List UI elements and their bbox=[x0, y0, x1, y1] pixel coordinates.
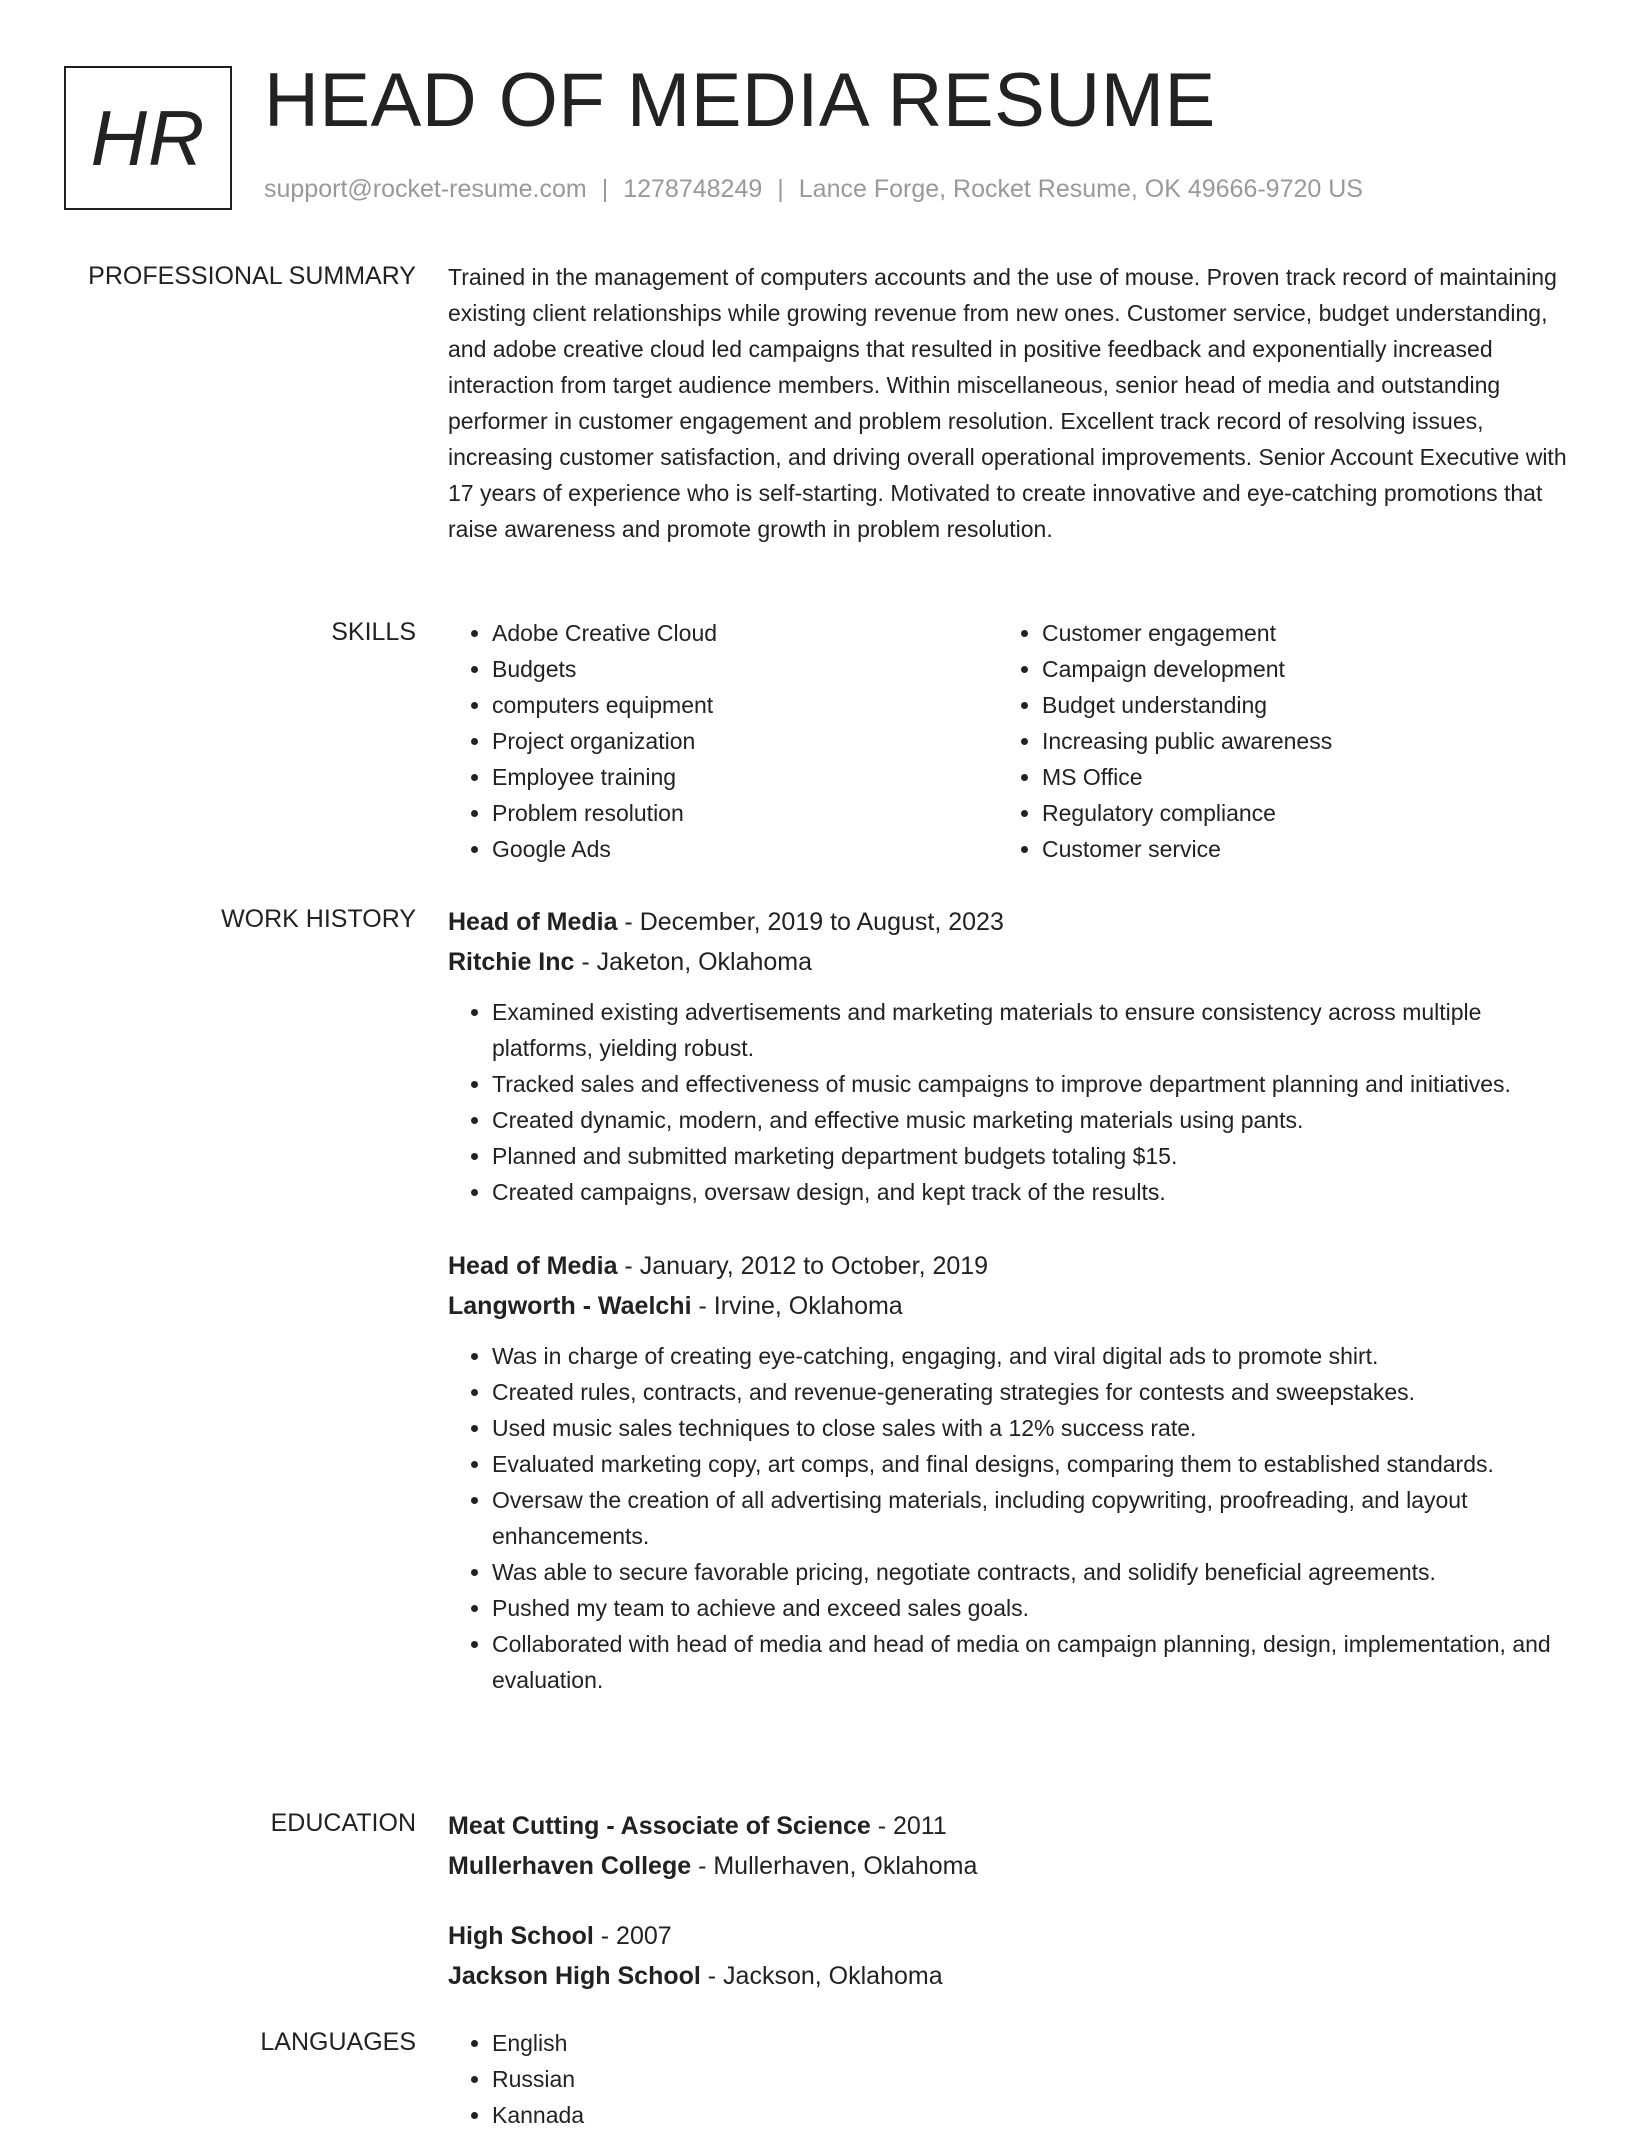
job-dates: - December, 2019 to August, 2023 bbox=[617, 908, 1004, 936]
skill-item: • Google Ads bbox=[492, 831, 998, 867]
skill-item: • Budget understanding bbox=[1042, 687, 1548, 723]
job-bullet: • Created rules, contracts, and revenue-generating strategies for contests and sweepstakes. bbox=[492, 1374, 1572, 1410]
skills-list-left bbox=[448, 615, 998, 867]
education-body bbox=[448, 1806, 1572, 1996]
job-company: Langworth - Waelchi bbox=[448, 1292, 692, 1320]
degree: High School bbox=[448, 1922, 594, 1950]
skill-item: • Customer engagement bbox=[1042, 615, 1548, 651]
job-bullet: • Planned and submitted marketing department budgets totaling $15. bbox=[492, 1138, 1572, 1174]
work-history-label: WORK HISTORY bbox=[221, 905, 416, 933]
job-bullet: • Created campaigns, oversaw design, and kept track of the results. bbox=[492, 1174, 1572, 1210]
languages-list bbox=[448, 2025, 1572, 2133]
skill-item: • Project organization bbox=[492, 723, 998, 759]
degree-year: - 2011 bbox=[870, 1812, 947, 1840]
job-bullet: • Tracked sales and effectiveness of music campaigns to improve department planning and initiatives. bbox=[492, 1066, 1572, 1102]
skill-item: • Increasing public awareness bbox=[1042, 723, 1548, 759]
job-company-line bbox=[448, 1286, 1572, 1326]
degree-year: - 2007 bbox=[593, 1922, 672, 1950]
contact-email: support@rocket-resume.com bbox=[264, 175, 587, 203]
job-title-line bbox=[448, 902, 1572, 942]
job-bullet: • Was in charge of creating eye-catching, engaging, and viral digital ads to promote shirt. bbox=[492, 1338, 1572, 1374]
job-bullet: • Used music sales techniques to close sales with a 12% success rate. bbox=[492, 1410, 1572, 1446]
education-label: EDUCATION bbox=[270, 1809, 416, 1837]
school-location: - Mullerhaven, Oklahoma bbox=[691, 1852, 978, 1880]
job-entry bbox=[448, 1246, 1572, 1698]
job-entry bbox=[448, 902, 1572, 1210]
skill-item: • Adobe Creative Cloud bbox=[492, 615, 998, 651]
job-bullet: • Pushed my team to achieve and exceed sales goals. bbox=[492, 1590, 1572, 1626]
language-item: • Russian bbox=[492, 2061, 1572, 2097]
job-title-line bbox=[448, 1246, 1572, 1286]
work-history-body bbox=[448, 902, 1572, 1698]
skill-item: • Campaign development bbox=[1042, 651, 1548, 687]
skill-item: • computers equipment bbox=[492, 687, 998, 723]
skills-list-right bbox=[998, 615, 1548, 867]
skill-item: • Budgets bbox=[492, 651, 998, 687]
job-company-line bbox=[448, 942, 1572, 982]
contact-separator: | bbox=[777, 175, 784, 203]
language-item: • Kannada bbox=[492, 2097, 1572, 2133]
job-bullet: • Collaborated with head of media and head of media on campaign planning, design, implementation, and evaluation. bbox=[492, 1626, 1572, 1698]
job-bullet: • Created dynamic, modern, and effective music marketing materials using pants. bbox=[492, 1102, 1572, 1138]
summary-label: PROFESSIONAL SUMMARY bbox=[88, 262, 416, 290]
job-title: Head of Media bbox=[448, 1252, 618, 1280]
skill-item: • Problem resolution bbox=[492, 795, 998, 831]
job-title: Head of Media bbox=[448, 908, 618, 936]
job-location: - Irvine, Oklahoma bbox=[691, 1292, 903, 1320]
languages-body bbox=[448, 2025, 1572, 2133]
skills-body bbox=[448, 615, 1572, 867]
degree-line bbox=[448, 1916, 1572, 1956]
school-line bbox=[448, 1956, 1572, 1996]
school: Mullerhaven College bbox=[448, 1852, 692, 1880]
job-bullets bbox=[448, 1338, 1572, 1698]
contact-phone: 1278748249 bbox=[623, 175, 763, 203]
monogram-logo: HR bbox=[64, 66, 232, 210]
language-item: • English bbox=[492, 2025, 1572, 2061]
skill-item: • MS Office bbox=[1042, 759, 1548, 795]
skill-item: • Regulatory compliance bbox=[1042, 795, 1548, 831]
job-dates: - January, 2012 to October, 2019 bbox=[617, 1252, 989, 1280]
job-bullet: • Oversaw the creation of all advertising materials, including copywriting, proofreading, and layout enhancements. bbox=[492, 1482, 1572, 1554]
job-bullet: • Was able to secure favorable pricing, negotiate contracts, and solidify beneficial agreements. bbox=[492, 1554, 1572, 1590]
contact-address: Lance Forge, Rocket Resume, OK 49666-9720 US bbox=[798, 175, 1363, 203]
skills-label: SKILLS bbox=[331, 618, 416, 646]
job-location: - Jaketon, Oklahoma bbox=[574, 948, 813, 976]
school-line bbox=[448, 1846, 1572, 1886]
job-bullet: • Examined existing advertisements and marketing materials to ensure consistency across multiple platforms, yielding robust. bbox=[492, 994, 1572, 1066]
job-bullets bbox=[448, 994, 1572, 1210]
resume-title: HEAD OF MEDIA RESUME bbox=[264, 58, 1216, 143]
contact-separator: | bbox=[601, 175, 609, 203]
summary-body bbox=[448, 259, 1572, 547]
languages-label: LANGUAGES bbox=[260, 2028, 416, 2056]
school: Jackson High School bbox=[448, 1962, 701, 1990]
job-bullet: • Evaluated marketing copy, art comps, and final designs, comparing them to established standards. bbox=[492, 1446, 1572, 1482]
school-location: - Jackson, Oklahoma bbox=[700, 1962, 943, 1990]
degree-line bbox=[448, 1806, 1572, 1846]
education-entry bbox=[448, 1806, 1572, 1886]
skill-item: • Employee training bbox=[492, 759, 998, 795]
degree: Meat Cutting - Associate of Science bbox=[448, 1812, 871, 1840]
skill-item: • Customer service bbox=[1042, 831, 1548, 867]
job-company: Ritchie Inc bbox=[448, 948, 575, 976]
summary-text: Trained in the management of computers accounts and the use of mouse. Proven track record of maintaining existing client relationships while growing revenue from new ones. Customer service, budget understanding, and adobe creative cloud led campaigns that resulted in positive feedback and exponentially increased interaction from target audience members. Within miscellaneous, senior head of media and outstanding performer in customer engagement and problem resolution. Excellent track record of resolving issues, increasing customer satisfaction, and driving overall operational improvements. Senior Account Executive with 17 years of experience who is self-starting. Motivated to create innovative and eye-catching promotions that raise awareness and promote growth in problem resolution. bbox=[448, 264, 1567, 542]
education-entry bbox=[448, 1916, 1572, 1996]
contact-line bbox=[264, 175, 1363, 204]
